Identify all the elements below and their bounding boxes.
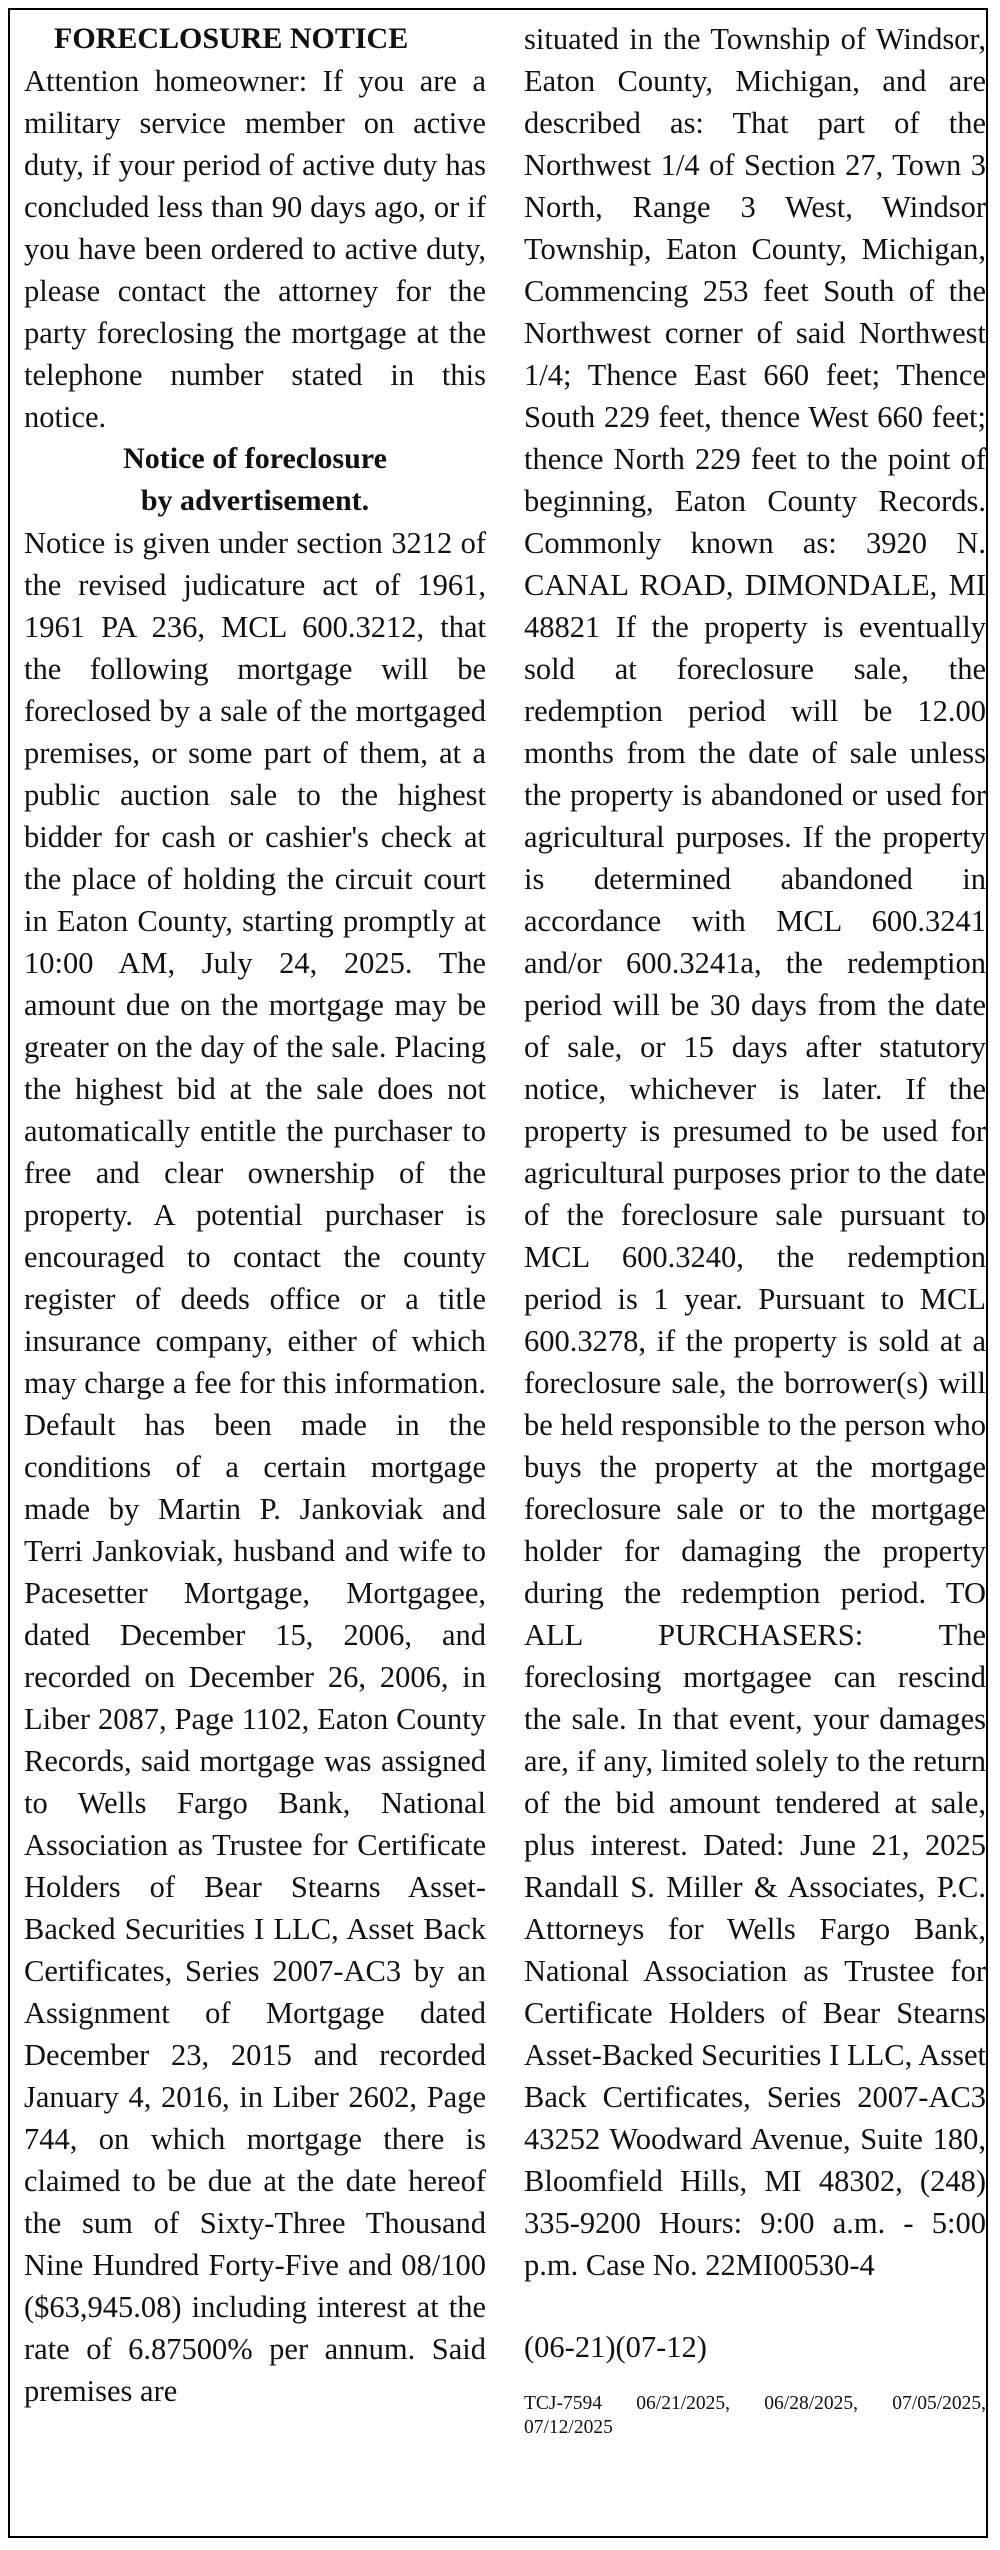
foreclosure-notice — [8, 8, 988, 2538]
attention-paragraph: Attention homeowner: If you are a military service member on active duty, if your period of active duty has concluded less than 90 days ago, or if you have been ordered to active duty, please contact the attorney for the party foreclosing the mortgage at the telephone number stated in this notice. — [24, 64, 486, 434]
subheading-line-2: by advertisement. — [140, 484, 370, 517]
right-column — [524, 18, 986, 2440]
notice-subheading — [24, 438, 486, 522]
notice-body-right: situated in the Township of Windsor, Eaton County, Michigan, and are described as: That part of the Northwest 1/4 of Section 27, Town 3 North, Range 3 West, Windsor Township, Eaton County, Michigan, Commencing 253 feet South of the Northwest corner of said Northwest 1/4; Thence East 660 feet; Thence South 229 feet, thence West 660 feet; thence North 229 feet to the point of beginning, Eaton County Records. Commonly known as: 3920 N. CANAL ROAD, DIMONDALE, MI 48821 If the property is eventually sold at foreclosure sale, the redemption period will be 12.00 months from the date of sale unless the property is abandoned or used for agricultural purposes. If the property is determined abandoned in accordance with MCL 600.3241 and/or 600.3241a, the redemption period will be 30 days from the date of sale, or 15 days after statutory notice, whichever is later. If the property is presumed to be used for agricultural purposes prior to the date of the foreclosure sale pursuant to MCL 600.3240, the redemption period is 1 year. Pursuant to MCL 600.3278, if the property is sold at a foreclosure sale, the borrower(s) will be held responsible to the person who buys the property at the mortgage foreclosure sale or to the mortgage holder for damaging the property during the redemption period. TO ALL PURCHASERS: The foreclosing mortgagee can rescind the sale. In that event, your damages are, if any, limited solely to the return of the bid amount tendered at sale, plus interest. Dated: June 21, 2025 Randall S. Miller & Associates, P.C. Attorneys for Wells Fargo Bank, National Association as Trustee for Certificate Holders of Bear Stearns Asset-Backed Securities I LLC, Asset Back Certificates, Series 2007-AC3 43252 Woodward Avenue, Suite 180, Bloomfield Hills, MI 48302, (248) 335-9200 Hours: 9:00 a.m. - 5:00 p.m. Case No. 22MI00530-4 — [524, 22, 986, 2282]
notice-body-left: Notice is given under section 3212 of the revised judicature act of 1961, 1961 PA 236, MCL 600.3212, that the following mortgage will be foreclosed by a sale of the mortgaged premises, or some part of them, at a public auction sale to the highest bidder for cash or cashier's check at the place of holding the circuit court in Eaton County, starting promptly at 10:00 AM, July 24, 2025. The amount due on the mortgage may be greater on the day of the sale. Placing the highest bid at the sale does not automatically entitle the purchaser to free and clear ownership of the property. A potential purchaser is encouraged to contact the county register of deeds office or a title insurance company, either of which may charge a fee for this information. Default has been made in the conditions of a certain mortgage made by Martin P. Jankoviak and Terri Jankoviak, husband and wife to Pacesetter Mortgage, Mortgagee, dated December 15, 2006, and recorded on December 26, 2006, in Liber 2087, Page 1102, Eaton County Records, said mortgage was assigned to Wells Fargo Bank, National Association as Trustee for Certificate Holders of Bear Stearns Asset-Backed Securities I LLC, Asset Back Certificates, Series 2007-AC3 by an Assignment of Mortgage dated December 23, 2015 and recorded January 4, 2016, in Liber 2602, Page 744, on which mortgage there is claimed to be due at the date hereof the sum of Sixty-Three Thousand Nine Hundred Forty-Five and 08/100 ($63,945.08) including interest at the rate of 6.87500% per annum. Said premises are — [24, 526, 486, 2408]
subheading-line-1: Notice of foreclosure — [123, 442, 387, 475]
notice-heading: FORECLOSURE NOTICE — [54, 22, 409, 55]
publication-dates: (06-21)(07-12) — [524, 2330, 707, 2364]
footer-code: TCJ-7594 06/21/2025, 06/28/2025, 07/05/2025, 07/12/2025 — [524, 2393, 986, 2438]
left-column — [24, 18, 486, 2412]
